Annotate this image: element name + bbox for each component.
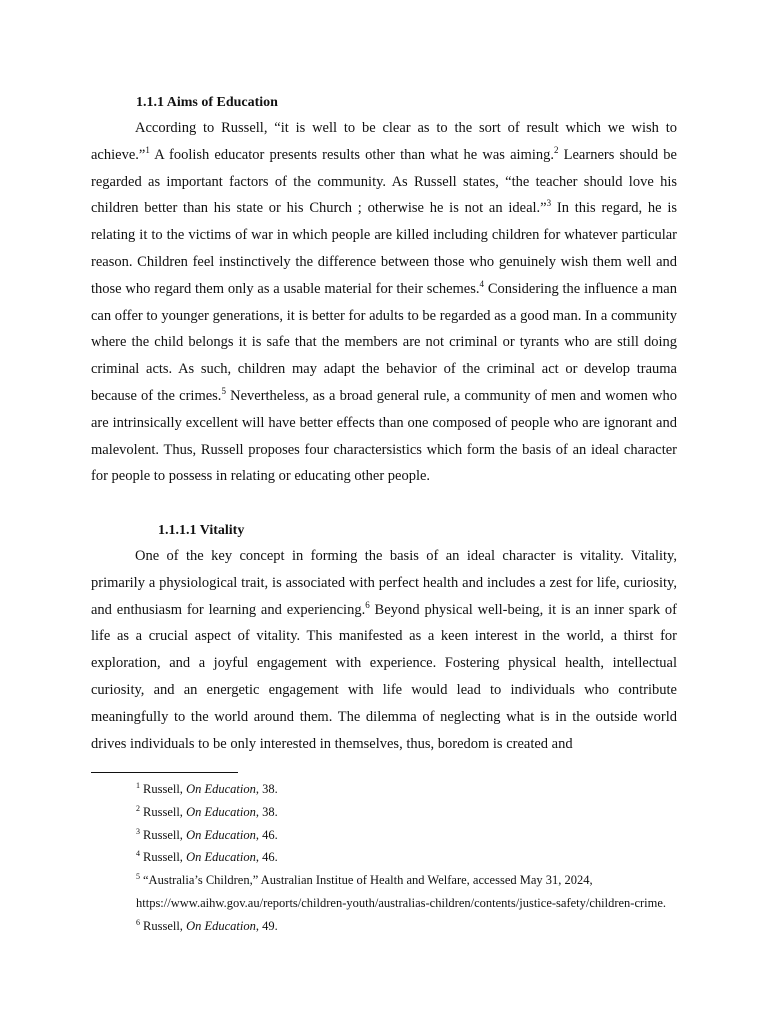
footnote-author: Russell, xyxy=(143,850,187,865)
footnote-author: Russell, xyxy=(143,804,187,819)
footnote-number: 5 xyxy=(136,872,140,882)
text-segment: One of the key concept in forming the basis of an ideal character is vitality. Vitality, primarily a physiological trait, is associated with perfect health and includes a zest for life, curiosity, and enthusiasm for learning and experiencing. xyxy=(91,548,677,618)
footnote-title: On Education xyxy=(186,918,256,933)
footnote-author: Russell, xyxy=(143,782,187,796)
text-segment: In this regard, he is relating it to the victims of war in which people are killed including children for whatever particular reason. Children feel instinctively the difference between those who genuinely wish them well and those who regard them only as a usable material for their schemes. xyxy=(91,200,678,297)
footnote-number: 6 xyxy=(136,917,140,927)
footnote-number: 4 xyxy=(136,849,140,859)
footnote-number: 3 xyxy=(136,826,140,836)
text-segment: Learners should be regarded as important factors of the community. As Russell states, “the teacher should love his children better than his state or his Church ; otherwise he is not an ideal.” xyxy=(91,146,677,217)
paragraph-aims xyxy=(91,115,677,490)
footnotes xyxy=(136,778,676,938)
footnote-5 xyxy=(136,869,676,892)
footnote-5-url[interactable]: https://www.aihw.gov.au/reports/children-youth/australias-children/contents/justice-safety/children-crime. xyxy=(136,895,667,910)
footnote-page: , 38. xyxy=(255,782,278,796)
section-heading-vitality: 1.1.1.1 Vitality xyxy=(158,523,245,538)
text-segment: A foolish educator presents results other than what he was aiming. xyxy=(149,146,554,163)
text-segment: Considering the influence a man can offer to younger generations, it is better for adults to be regarded as a good man. In a community where the child belongs it is safe that the members are not criminal or tyrants who are still doing criminal acts. As such, children may adapt the behavior of the criminal act or develop trauma because of the crimes. xyxy=(91,280,677,404)
footnote-3 xyxy=(136,824,676,847)
footnote-1 xyxy=(136,778,676,801)
footnote-4 xyxy=(136,846,676,869)
footnote-ref[interactable]: 4 xyxy=(479,278,485,289)
section-heading-aims: 1.1.1 Aims of Education xyxy=(136,95,278,110)
footnote-number: 1 xyxy=(136,781,140,790)
footnote-title: On Education xyxy=(186,804,256,819)
footnote-ref[interactable]: 2 xyxy=(553,144,559,155)
footnote-2 xyxy=(136,801,676,824)
footnote-page: , 38. xyxy=(255,804,278,819)
text-segment: Nevertheless, as a broad general rule, a community of men and women who are intrinsically excellent will have better effects than one composed of people who are ignorant and malevolent. Thus, Russell proposes four charactersistics which form the basis of an ideal character for people to possess in relating or educating other people. xyxy=(91,387,677,485)
paragraph-vitality xyxy=(91,543,677,757)
footnote-title: On Education xyxy=(186,782,256,796)
footnote-author: Russell, xyxy=(143,827,187,842)
text-segment: According to Russell, “it is well to be clear as to the sort of result which we wish to achieve.” xyxy=(91,120,677,163)
footnote-page: , 46. xyxy=(255,850,278,865)
footnote-ref[interactable]: 6 xyxy=(365,599,370,610)
footnote-citation: “Australia’s Children,” Australian Institue of Health and Welfare, accessed May 31, 2024, xyxy=(143,873,593,888)
footnote-ref[interactable]: 1 xyxy=(145,144,150,155)
footnote-author: Russell, xyxy=(143,918,187,933)
footnote-ref[interactable]: 3 xyxy=(546,198,552,209)
footnote-title: On Education xyxy=(186,850,256,865)
footnote-6 xyxy=(136,915,676,938)
footnote-ref[interactable]: 5 xyxy=(221,385,226,396)
footnote-separator xyxy=(91,772,238,773)
text-segment: Beyond physical well-being, it is an inner spark of life as a crucial aspect of vitality. This manifested as a keen interest in the world, a thirst for exploration, and a joyful engagement with experience. Fostering physical health, intellectual curiosity, and an energetic engagement with life would lead to individuals who contribute meaningfully to the world around them. The dilemma of neglecting what is in the outside world drives individuals to be only interested in themselves, thus, boredom is created and xyxy=(91,601,677,752)
footnote-page: , 49. xyxy=(255,918,278,933)
footnote-page: , 46. xyxy=(255,827,278,842)
footnote-title: On Education xyxy=(186,827,256,842)
footnote-number: 2 xyxy=(136,803,140,813)
